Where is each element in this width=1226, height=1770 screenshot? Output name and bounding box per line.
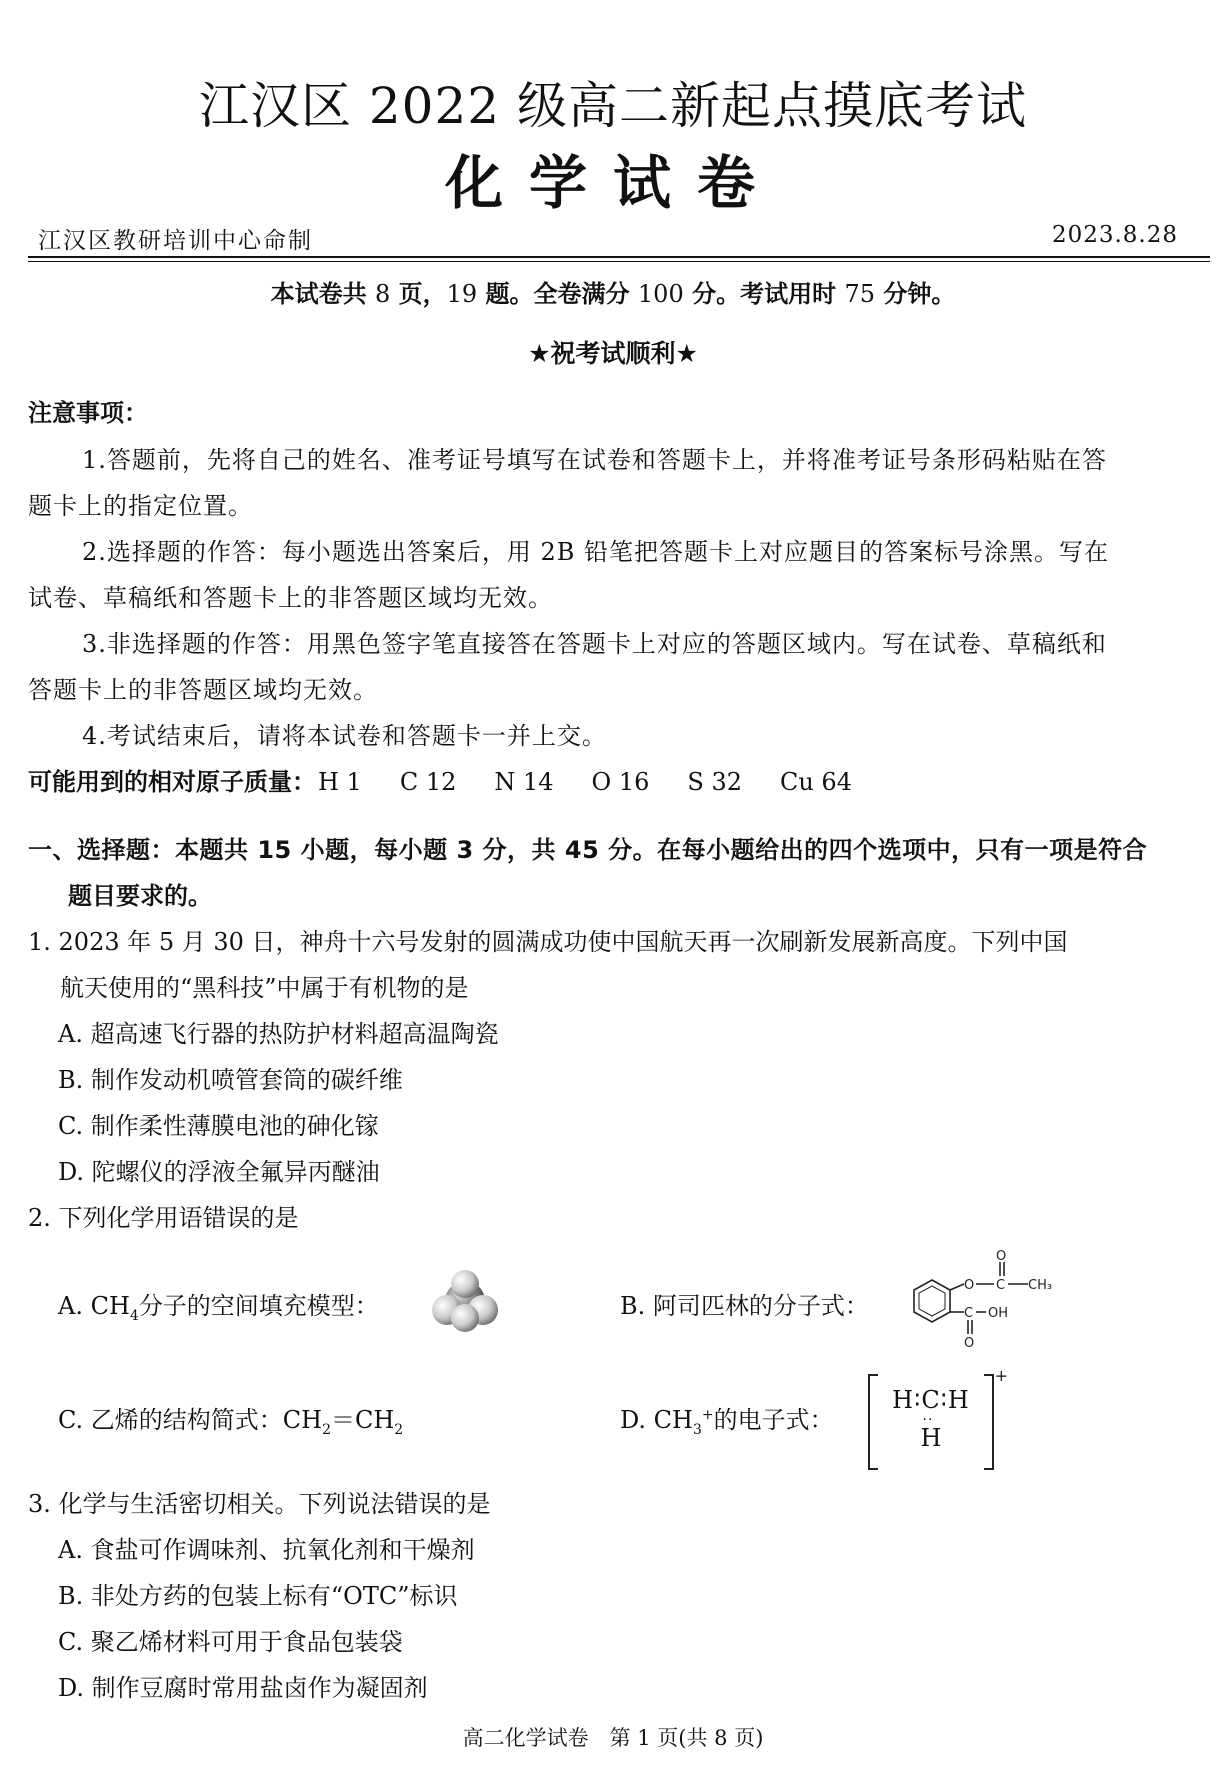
q1-option-a: A. 超高速飞行器的热防护材料超高温陶瓷 — [58, 1020, 499, 1048]
publisher: 江汉区教研培训中心命制 — [38, 228, 313, 254]
q3-stem: 3. 化学与生活密切相关。下列说法错误的是 — [28, 1490, 491, 1518]
header-rule — [28, 256, 1210, 258]
notice-item-2-cont: 试卷、草稿纸和答题卡上的非答题区域均无效。 — [28, 584, 553, 612]
right-bracket — [984, 1374, 994, 1470]
section-1-heading: 一、选择题：本题共 15 小题，每小题 3 分，共 45 分。在每小题给出的四个选项中，只有一项是符合 — [28, 836, 1148, 864]
notice-item-4: 4.考试结束后，请将本试卷和答题卡一并上交。 — [82, 722, 607, 750]
header-rule-thin — [28, 261, 1210, 262]
aspirin-ch3: CH₃ — [1028, 1278, 1053, 1293]
aspirin-o-bottom: O — [964, 1336, 975, 1351]
aspirin-c1: C — [996, 1278, 1006, 1293]
notice-item-3: 3.非选择题的作答：用黑色签字笔直接答在答题卡上对应的答题区域内。写在试卷、草稿纸和 — [82, 630, 1107, 658]
q2-option-d: D. $CH_3^+$的电子式： — [620, 1406, 834, 1438]
q3-option-b: B. 非处方药的包装上标有“OTC”标识 — [58, 1582, 458, 1610]
electron-charge: + — [994, 1366, 1008, 1385]
notice-item-2: 2.选择题的作答：每小题选出答案后，用 2B 铅笔把答题卡上对应题目的答案标号涂黑。写在 — [82, 538, 1110, 566]
q3-option-a: A. 食盐可作调味剂、抗氧化剂和干燥剂 — [58, 1536, 475, 1564]
page-footer: 高二化学试卷 第 1 页(共 8 页) — [462, 1726, 764, 1750]
aspirin-oh: OH — [988, 1306, 1009, 1321]
aspirin-o-top: O — [996, 1249, 1007, 1264]
q1-option-d: D. 陀螺仪的浮液全氟异丙醚油 — [58, 1158, 380, 1186]
q2-option-c: C. 乙烯的结构简式：$CH_2=CH_2$ — [58, 1406, 404, 1438]
aspirin-structure — [900, 1248, 1060, 1352]
atomic-mass-line: 可能用到的相对原子质量：H 1 C 12 N 14 O 16 S 32 Cu 64 — [28, 768, 852, 796]
left-bracket — [868, 1374, 878, 1470]
q1-stem-cont: 航天使用的“黑科技”中属于有机物的是 — [60, 974, 469, 1002]
subject-title: 化学试卷 — [444, 149, 781, 217]
q3-option-d: D. 制作豆腐时常用盐卤作为凝固剂 — [58, 1674, 428, 1702]
exam-info: 本试卷共 8 页，19 题。全卷满分 100 分。考试用时 75 分钟。 — [270, 280, 956, 308]
notice-item-1-cont: 题卡上的指定位置。 — [28, 492, 253, 520]
q2-option-b: B. 阿司匹林的分子式： — [620, 1292, 869, 1320]
q1-stem: 1. 2023 年 5 月 30 日，神舟十六号发射的圆满成功使中国航天再一次刷新发展新高度。下列中国 — [28, 928, 1068, 956]
q3-option-c: C. 聚乙烯材料可用于食品包装袋 — [58, 1628, 403, 1656]
electron-row-1: H∶C∶H — [892, 1386, 970, 1414]
exam-title: 江汉区 2022 级高二新起点摸底考试 — [198, 77, 1028, 135]
notice-heading: 注意事项： — [28, 399, 148, 427]
q1-option-c: C. 制作柔性薄膜电池的砷化镓 — [58, 1112, 379, 1140]
aspirin-c2: C — [964, 1306, 974, 1321]
electron-row-2: ·· H — [920, 1412, 942, 1452]
q2-option-a: A. $CH_4$分子的空间填充模型： — [58, 1292, 379, 1324]
notice-item-3-cont: 答题卡上的非答题区域均无效。 — [28, 676, 378, 704]
ch4-space-filling-model — [428, 1268, 502, 1338]
q1-option-b: B. 制作发动机喷管套筒的碳纤维 — [58, 1066, 403, 1094]
aspirin-o-ester: O — [964, 1278, 975, 1293]
q2-stem: 2. 下列化学用语错误的是 — [28, 1204, 299, 1232]
section-1-heading-cont: 题目要求的。 — [68, 882, 212, 910]
notice-item-1: 1.答题前，先将自己的姓名、准考证号填写在试卷和答题卡上，并将准考证号条形码粘贴在答 — [82, 446, 1107, 474]
ch3-electron-formula — [868, 1366, 1008, 1466]
good-luck-banner: ★祝考试顺利★ — [528, 339, 698, 368]
exam-date: 2023.8.28 — [1051, 222, 1178, 248]
